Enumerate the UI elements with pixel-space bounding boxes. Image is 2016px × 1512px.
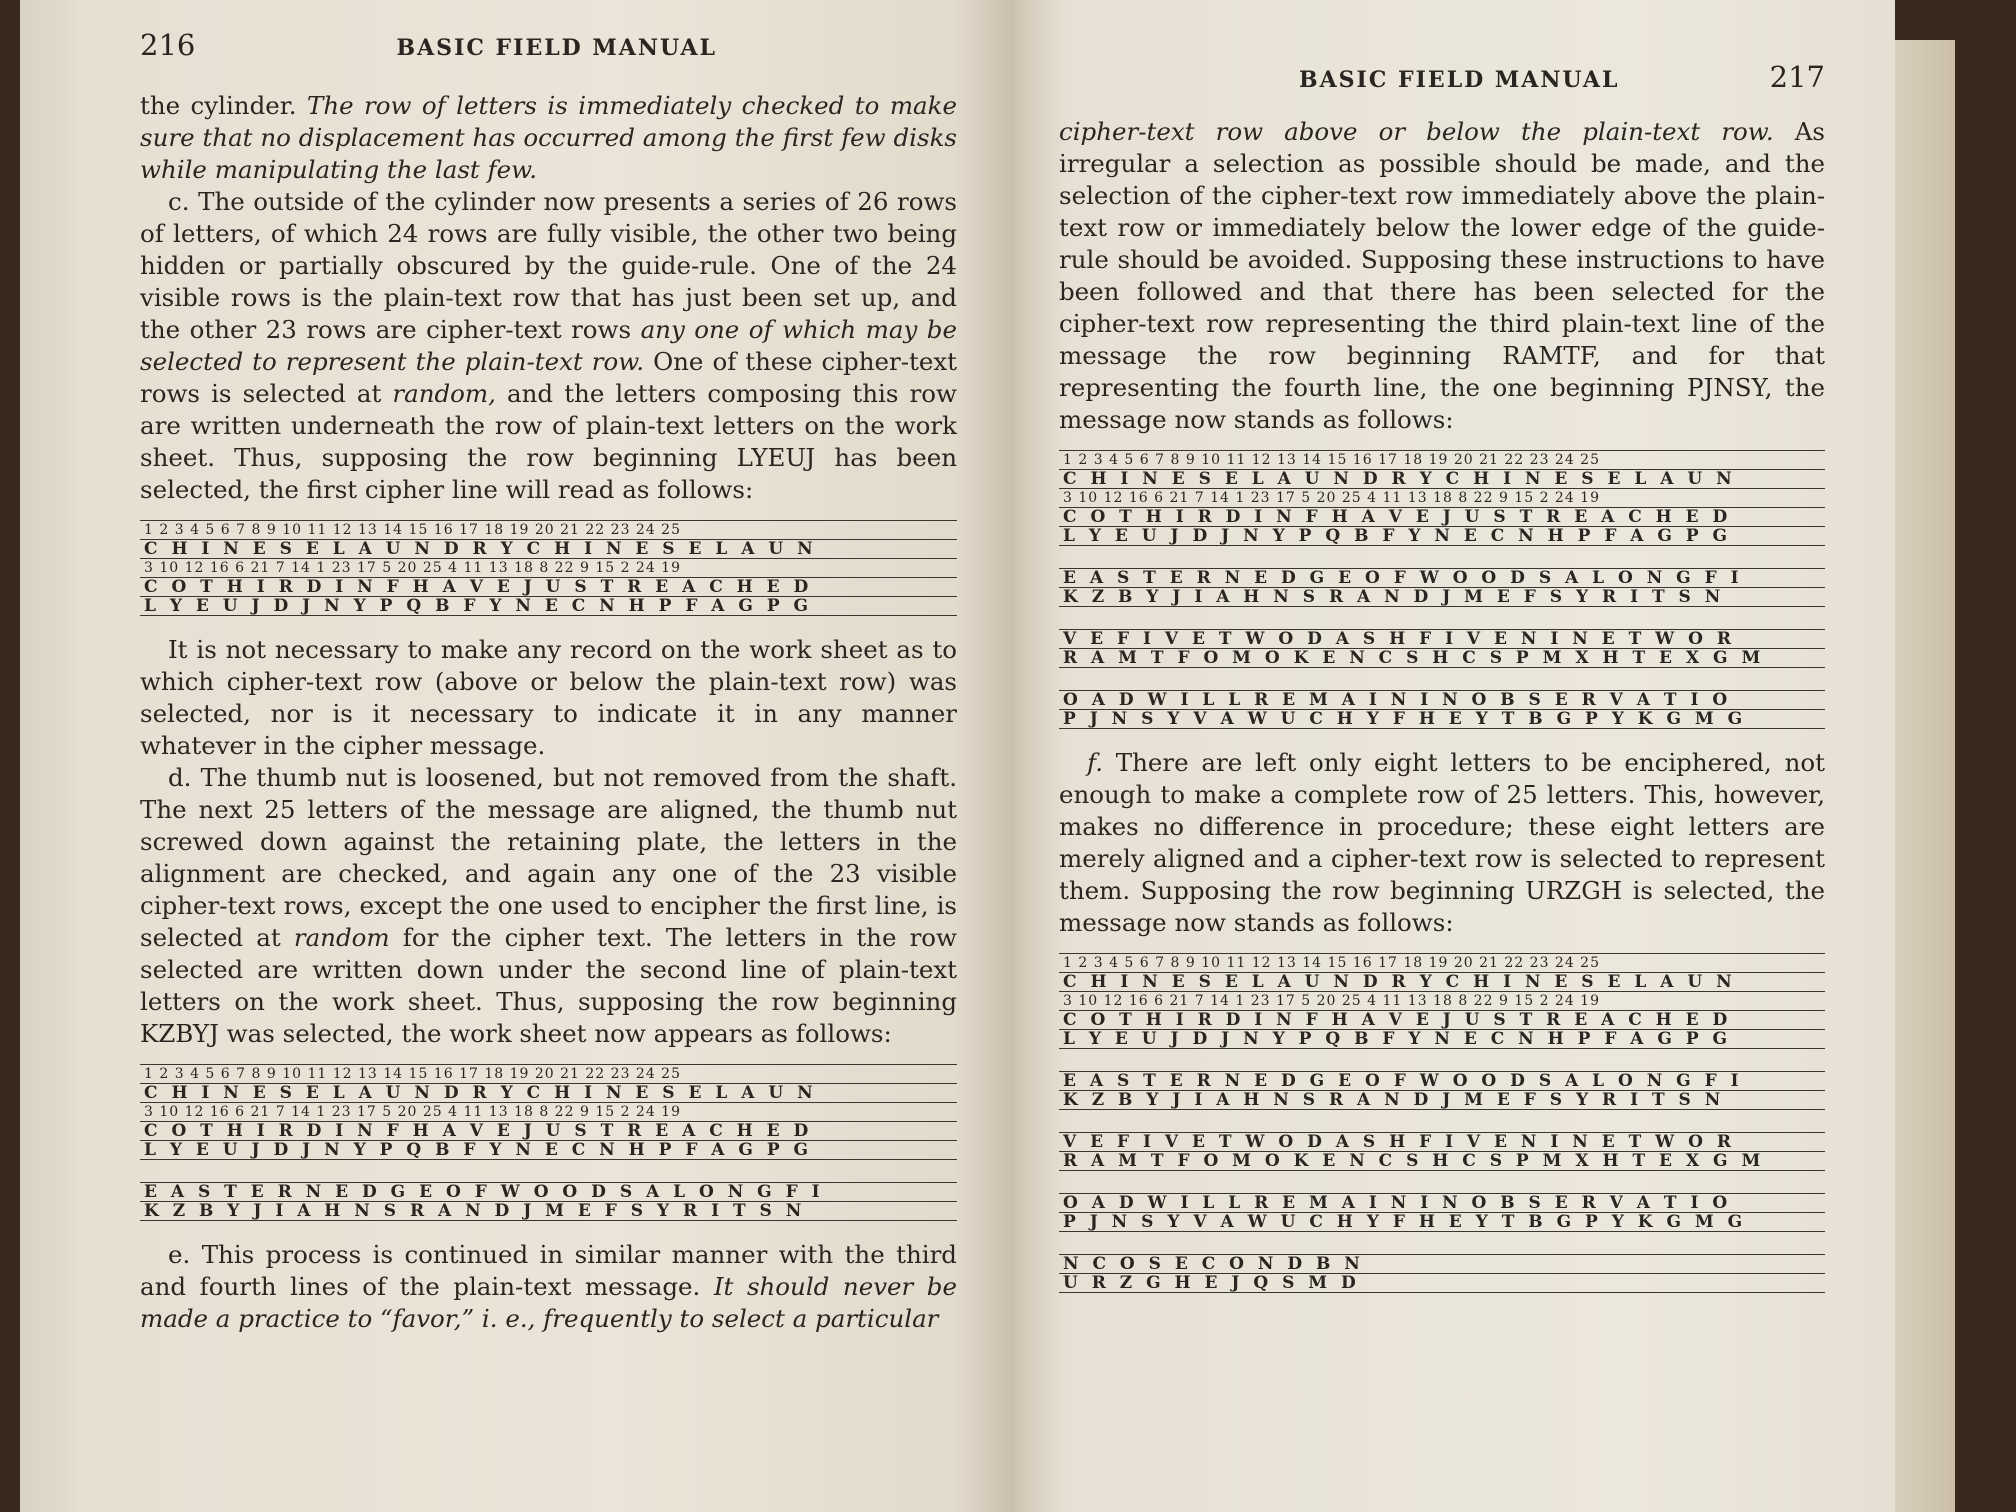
cipher-table: [1059, 953, 1825, 1293]
page-edges: [1895, 40, 1955, 1512]
paragraph: [140, 90, 957, 186]
cipher-table: [140, 1064, 957, 1221]
paragraph: [140, 1239, 957, 1335]
cipher-table: [140, 520, 957, 616]
cipher-text-row: U R Z G H E J Q S M D: [1059, 1274, 1825, 1293]
plain-text-row: C O T H I R D I N F H A V E J U S T R E A C H E D: [140, 1122, 957, 1141]
key-letters-row: C H I N E S E L A U N D R Y C H I N E S E L A U N: [1059, 470, 1825, 489]
italic-text: The row of letters is immediately checked to make sure that no displacement has occurred among the first few disks while manipulating the last few.: [140, 91, 958, 184]
table-gap: [1059, 1171, 1825, 1193]
disk-order-row: 3 10 12 16 6 21 7 14 1 23 17 5 20 25 4 11 13 18 8 22 9 15 2 24 19: [140, 559, 957, 578]
table-gap: [1059, 546, 1825, 568]
cipher-text-row: L Y E U J D J N Y P Q B F Y N E C N H P F A G P G: [140, 1141, 957, 1160]
table-gap: [1059, 1232, 1825, 1254]
text-span: As irregular a selection as possible should be made, and the selection of the cipher-text row immediately above the plain-text row or immediately below the lower edge of the guide-rule should be avoided. Supposing these instructions to have been followed and that there has been selected for the cipher-text row representing the third plain-text line of the message the row beginning RAMTF, and for that representing the fourth line, the one beginning PJNSY, the message now stands as follows:: [1059, 117, 1825, 434]
key-numbers-row: 1 2 3 4 5 6 7 8 9 10 11 12 13 14 15 16 17 18 19 20 21 22 23 24 25: [140, 1064, 957, 1084]
plain-text-row: N C O S E C O N D B N: [1059, 1254, 1825, 1274]
table-gap: [1059, 668, 1825, 690]
text-span: for the cipher text. The letters in the row selected are written down under the second line of plain-text letters on the work sheet. Thus, supposing the row beginning KZBYJ was selected, the work sheet now appears as follows:: [140, 923, 957, 1048]
page-number: 217: [1769, 60, 1825, 94]
running-head: [140, 28, 957, 90]
italic-text: random: [293, 923, 390, 952]
text-span: the cylinder.: [140, 91, 307, 120]
key-letters-row: C H I N E S E L A U N D R Y C H I N E S E L A U N: [140, 540, 957, 559]
disk-order-row: 3 10 12 16 6 21 7 14 1 23 17 5 20 25 4 11 13 18 8 22 9 15 2 24 19: [1059, 489, 1825, 508]
text-span: One of these cipher-text rows is selected at: [140, 347, 957, 408]
italic-text: any one of which may be selected to represent the plain-text row.: [140, 315, 957, 376]
header-title: BASIC FIELD MANUAL: [1299, 67, 1620, 93]
plain-text-row: C O T H I R D I N F H A V E J U S T R E A C H E D: [140, 578, 957, 597]
cipher-text-row: P J N S Y V A W U C H Y F H E Y T B G P Y K G M G: [1059, 1213, 1825, 1232]
text-span: and the letters composing this row are written underneath the row of plain-text letters on the work sheet. Thus, supposing the row beginning LYEUJ has been selected, the first cipher line will read as follows:: [140, 379, 957, 504]
italic-text: f.: [1087, 748, 1103, 777]
text-span: There are left only eight letters to be enciphered, not enough to make a complete row of 25 letters. This, however, makes no difference in procedure; these eight letters are merely aligned and a cipher-text row is selected to represent them. Supposing the row beginning URZGH is selected, the message now stands as follows:: [1059, 748, 1825, 937]
key-numbers-row: 1 2 3 4 5 6 7 8 9 10 11 12 13 14 15 16 17 18 19 20 21 22 23 24 25: [1059, 953, 1825, 973]
body-text: [1059, 747, 1825, 939]
key-letters-row: C H I N E S E L A U N D R Y C H I N E S E L A U N: [1059, 973, 1825, 992]
key-numbers-row: 1 2 3 4 5 6 7 8 9 10 11 12 13 14 15 16 17 18 19 20 21 22 23 24 25: [140, 520, 957, 540]
key-letters-row: C H I N E S E L A U N D R Y C H I N E S E L A U N: [140, 1084, 957, 1103]
cipher-text-row: R A M T F O M O K E N C S H C S P M X H T E X G M: [1059, 1152, 1825, 1171]
cipher-text-row: K Z B Y J I A H N S R A N D J M E F S Y R I T S N: [1059, 588, 1825, 607]
cipher-text-row: K Z B Y J I A H N S R A N D J M E F S Y R I T S N: [1059, 1091, 1825, 1110]
body-text: [140, 90, 957, 506]
cipher-text-row: L Y E U J D J N Y P Q B F Y N E C N H P F A G P G: [1059, 527, 1825, 546]
cipher-text-row: P J N S Y V A W U C H Y F H E Y T B G P Y K G M G: [1059, 710, 1825, 729]
disk-order-row: 3 10 12 16 6 21 7 14 1 23 17 5 20 25 4 11 13 18 8 22 9 15 2 24 19: [140, 1103, 957, 1122]
cipher-text-row: K Z B Y J I A H N S R A N D J M E F S Y R I T S N: [140, 1202, 957, 1221]
plain-text-row: C O T H I R D I N F H A V E J U S T R E A C H E D: [1059, 1011, 1825, 1030]
plain-text-row: E A S T E R N E D G E O F W O O D S A L O N G F I: [1059, 1071, 1825, 1091]
italic-text: It should never be made a practice to “favor,” i. e., frequently to select a particular: [140, 1272, 957, 1333]
table-gap: [1059, 607, 1825, 629]
paragraph: [1059, 116, 1825, 436]
cipher-text-row: R A M T F O M O K E N C S H C S P M X H T E X G M: [1059, 649, 1825, 668]
right-page: [1015, 0, 1895, 1512]
italic-text: random,: [392, 379, 496, 408]
plain-text-row: E A S T E R N E D G E O F W O O D S A L O N G F I: [140, 1182, 957, 1202]
table-gap: [140, 1160, 957, 1182]
header-title: BASIC FIELD MANUAL: [396, 35, 717, 61]
body-text: [140, 634, 957, 1050]
plain-text-row: O A D W I L L R E M A I N I N O B S E R V A T I O: [1059, 690, 1825, 710]
plain-text-row: O A D W I L L R E M A I N I N O B S E R V A T I O: [1059, 1193, 1825, 1213]
paragraph: [140, 186, 957, 506]
key-numbers-row: 1 2 3 4 5 6 7 8 9 10 11 12 13 14 15 16 17 18 19 20 21 22 23 24 25: [1059, 450, 1825, 470]
cipher-table: [1059, 450, 1825, 729]
text-span: c. The outside of the cylinder now presents a series of 26 rows of letters, of which 24 rows are fully visible, the other two being hidden or partially obscured by the guide-rule. One of the 24 visible rows is the plain-text row that has just been set up, and the other 23 rows are cipher-text rows: [140, 187, 957, 344]
paragraph: [1059, 747, 1825, 939]
table-gap: [1059, 1110, 1825, 1132]
left-page: [20, 0, 1015, 1512]
text-span: e. This process is continued in similar manner with the third and fourth lines of the plain-text message.: [140, 1240, 957, 1301]
body-text: [1059, 116, 1825, 436]
body-text: [140, 1239, 957, 1335]
plain-text-row: V E F I V E T W O D A S H F I V E N I N E T W O R: [1059, 1132, 1825, 1152]
plain-text-row: E A S T E R N E D G E O F W O O D S A L O N G F I: [1059, 568, 1825, 588]
running-head: [1059, 60, 1825, 116]
disk-order-row: 3 10 12 16 6 21 7 14 1 23 17 5 20 25 4 11 13 18 8 22 9 15 2 24 19: [1059, 992, 1825, 1011]
text-span: d. The thumb nut is loosened, but not removed from the shaft. The next 25 letters of the message are aligned, the thumb nut screwed down against the retaining plate, the letters in the alignment are checked, and again any one of the 23 visible cipher-text rows, except the one used to encipher the first line, is selected at: [140, 763, 957, 952]
cipher-text-row: L Y E U J D J N Y P Q B F Y N E C N H P F A G P G: [140, 597, 957, 616]
italic-text: cipher-text row above or below the plain-text row.: [1059, 117, 1774, 146]
paragraph: [140, 762, 957, 1050]
paragraph: It is not necessary to make any record on the work sheet as to which cipher-text row (above or below the plain-text row) was selected, nor is it necessary to indicate it in any manner whatever in the cipher message.: [140, 635, 957, 760]
cipher-text-row: L Y E U J D J N Y P Q B F Y N E C N H P F A G P G: [1059, 1030, 1825, 1049]
table-gap: [1059, 1049, 1825, 1071]
plain-text-row: V E F I V E T W O D A S H F I V E N I N E T W O R: [1059, 629, 1825, 649]
page-number: 216: [140, 28, 196, 62]
plain-text-row: C O T H I R D I N F H A V E J U S T R E A C H E D: [1059, 508, 1825, 527]
